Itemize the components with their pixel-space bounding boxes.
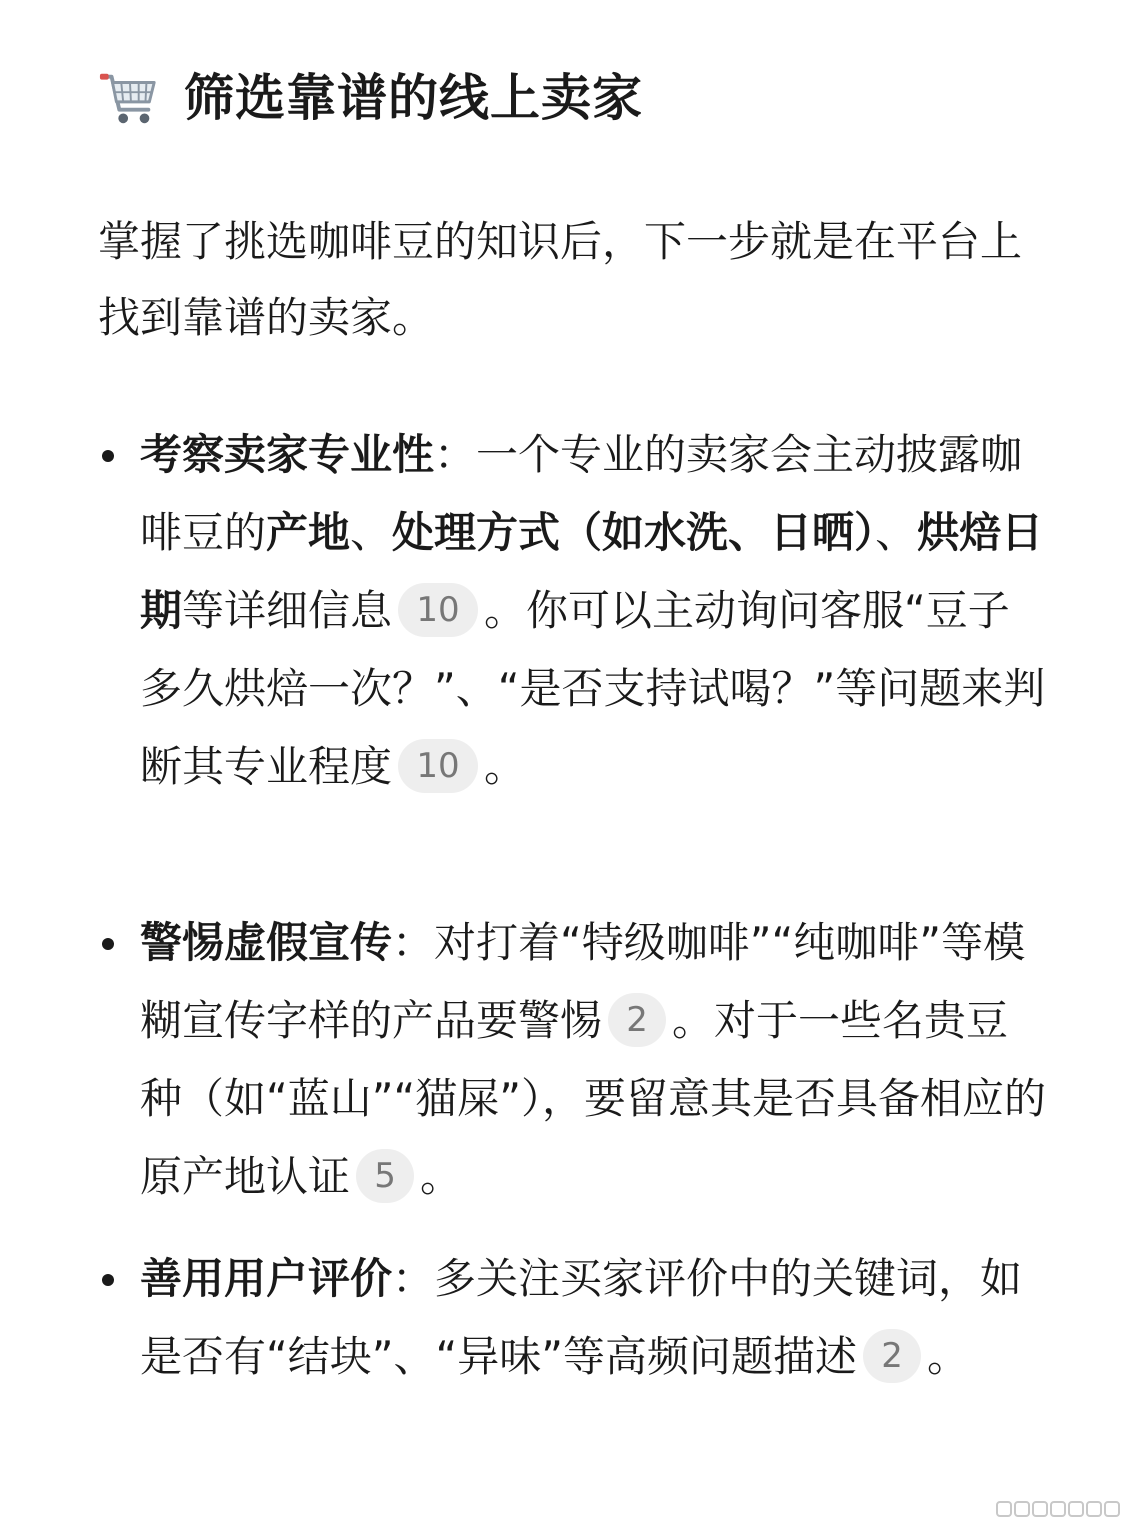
bullet-text: 。对于一些名贵豆种（如“蓝山”“猫屎”），要留意其是否具备相应的原产地认证 xyxy=(140,996,1047,1201)
bullet-title: 警惕虚假宣传 xyxy=(140,918,393,967)
bullet-emphasis: 处理方式（如水洗、日晒） xyxy=(392,508,876,557)
bullet-separator: ： xyxy=(392,918,435,967)
bullet-text: 、 xyxy=(350,508,393,557)
list-item xyxy=(140,904,1050,1216)
bullet-separator: ： xyxy=(392,1254,435,1303)
citation-badge[interactable]: 2 xyxy=(608,993,666,1047)
bullet-dot xyxy=(102,450,114,462)
bullet-title: 考察卖家专业性 xyxy=(140,430,435,479)
bullet-text: 对打着“特级咖啡”“纯咖啡”等模糊宣传字样的产品要警惕 xyxy=(140,918,1026,1045)
citation-badge[interactable]: 10 xyxy=(398,583,478,637)
bullet-emphasis: 产地 xyxy=(266,508,351,557)
bullet-title: 善用用户评价 xyxy=(140,1254,393,1303)
list-item xyxy=(140,416,1050,806)
bullet-text: 。 xyxy=(420,1152,463,1201)
bullet-dot xyxy=(102,938,114,950)
shopping-cart-icon xyxy=(98,67,160,129)
bullet-text: 。你可以主动询问客服“豆子多久烘焙一次？”、“是否支持试喝？”等问题来判断其专业程度 xyxy=(140,586,1046,791)
citation-badge[interactable]: 5 xyxy=(356,1149,414,1203)
intro-paragraph: 掌握了挑选咖啡豆的知识后，下一步就是在平台上找到靠谱的卖家。 xyxy=(98,217,1023,342)
section-heading xyxy=(98,62,643,134)
bullet-separator: ： xyxy=(434,430,477,479)
bullet-text: 。 xyxy=(927,1332,970,1381)
bullet-text: 多关注买家评价中的关键词，如是否有“结块”、“异味”等高频问题描述 xyxy=(140,1254,1023,1381)
page-title: 筛选靠谱的线上卖家 xyxy=(184,69,643,127)
bullet-text: 。 xyxy=(484,742,527,791)
bullet-text: 一个专业的卖家会主动披露咖啡豆的 xyxy=(140,430,1023,557)
bullet-emphasis: 烘焙日期 xyxy=(140,508,1044,635)
list-item xyxy=(140,1240,1050,1396)
citation-badge[interactable]: 10 xyxy=(398,739,478,793)
bullet-text: 等详细信息 xyxy=(182,586,393,635)
bullet-dot xyxy=(102,1274,114,1286)
bullet-text: 、 xyxy=(875,508,918,557)
more-dots-icon xyxy=(996,1501,1120,1519)
citation-badge[interactable]: 2 xyxy=(863,1329,921,1383)
